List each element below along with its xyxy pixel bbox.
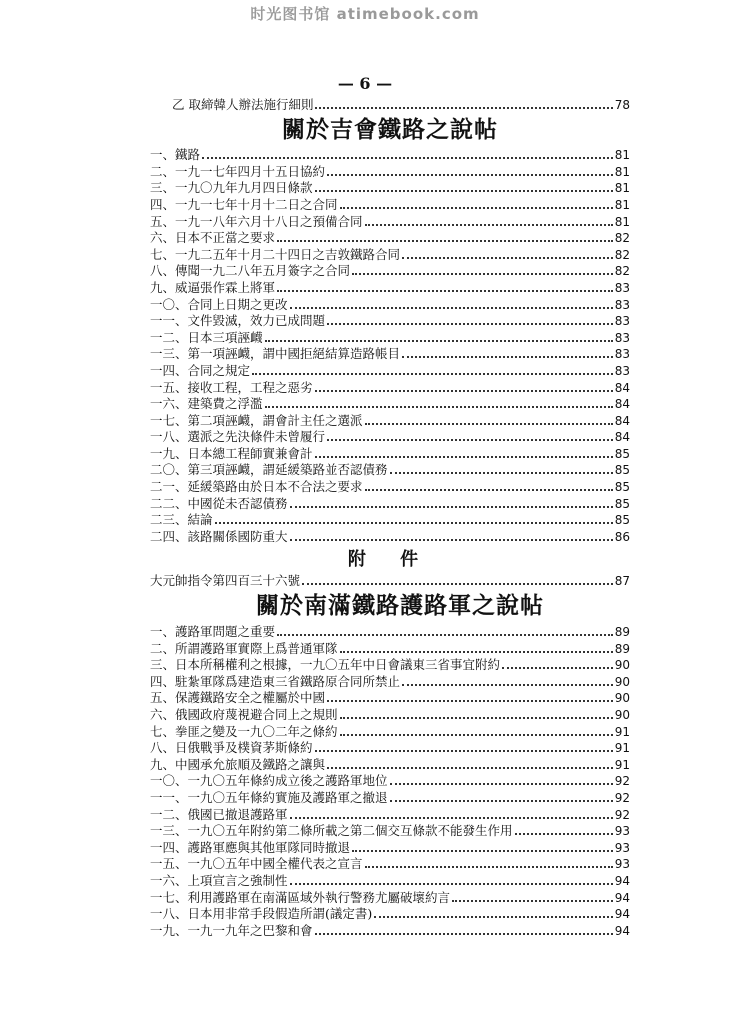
- dot-leader: [290, 817, 613, 819]
- dot-leader: [277, 634, 613, 636]
- toc-entry: [150, 163, 630, 180]
- toc-entry: [150, 412, 630, 429]
- toc-entry-page: 89: [614, 641, 630, 656]
- toc-entry-label: 一一、文件毀滅，效力已成問題: [150, 313, 326, 329]
- toc-entry-label: 一五、接收工程，工程之惡劣: [150, 379, 313, 395]
- dot-leader: [365, 423, 613, 425]
- dot-leader: [402, 257, 613, 259]
- toc-entry: [150, 823, 630, 840]
- toc-entry-label: 四、一九一七年十月十二日之合同: [150, 196, 338, 212]
- dot-leader: [315, 933, 613, 935]
- toc-entry-label: 一七、利用護路軍在南滿區域外執行警務尤屬破壞約言: [150, 889, 451, 905]
- dot-leader: [290, 506, 613, 508]
- toc-entry-page: 91: [614, 724, 630, 739]
- toc-entry: [150, 806, 630, 823]
- dot-leader: [277, 290, 613, 292]
- toc-entry: [150, 856, 630, 873]
- dot-leader: [265, 340, 613, 342]
- toc-entry: [150, 740, 630, 757]
- toc-entry-label: 一三、一九〇五年附約第二條所載之第二個交互條款不能發生作用: [150, 823, 513, 839]
- toc-entry-page: 81: [614, 181, 630, 196]
- dot-leader: [340, 207, 613, 209]
- toc-entry-page: 85: [614, 480, 630, 495]
- toc-entry-label: 一、鐵路: [150, 147, 201, 163]
- toc-entry-label: 二二、中國從未否認債務: [150, 495, 288, 511]
- toc-entry-page: 82: [614, 247, 630, 262]
- toc-entry: [150, 906, 630, 923]
- appendix-title: 附 件: [347, 548, 433, 570]
- toc-entry: [150, 922, 630, 939]
- toc-entry: [150, 213, 630, 230]
- toc-entry-label: 二一、延緩築路由於日本不合法之要求: [150, 479, 363, 495]
- toc-entry: [150, 623, 630, 640]
- toc-entry-label: 二〇、第三項誣衊，謂延緩築路並否認債務: [150, 462, 388, 478]
- toc-entry-label: 一四、合同之規定: [150, 362, 251, 378]
- toc-entry-label: 六、日本不正當之要求: [150, 230, 276, 246]
- toc-entry: [150, 573, 630, 590]
- toc-entry-page: 91: [614, 741, 630, 756]
- toc-entry-page: 82: [614, 264, 630, 279]
- toc-entry: [150, 445, 630, 462]
- toc-entry-page: 92: [614, 774, 630, 789]
- dot-leader: [315, 107, 612, 109]
- toc-entry: [150, 528, 630, 545]
- toc-entry-page: 93: [614, 840, 630, 855]
- toc-entry-label: 大元帥指令第四百三十六號: [150, 573, 301, 589]
- toc-entry-label: 一五、一九〇五年中國全權代表之宣言: [150, 856, 363, 872]
- toc-entry: [150, 329, 630, 346]
- toc-entry-label: 一四、護路軍應與其他軍隊同時撤退: [150, 839, 351, 855]
- toc-entry-page: 81: [614, 197, 630, 212]
- toc-entry: [150, 756, 630, 773]
- dot-leader: [327, 323, 613, 325]
- table-of-contents: [150, 96, 630, 939]
- toc-entry-label: 一一、一九〇五年條約實施及護路軍之撤退: [150, 789, 388, 805]
- toc-entry-label: 七、拳匪之變及一九〇二年之條約: [150, 723, 338, 739]
- toc-entry-page: 90: [614, 708, 630, 722]
- toc-entry-page: 83: [614, 280, 630, 295]
- toc-entry: [150, 462, 630, 479]
- toc-entry-label: 一七、第二項誣衊，謂會計主任之選派: [150, 412, 363, 428]
- toc-entry: [150, 263, 630, 280]
- toc-entry: [150, 673, 630, 690]
- toc-entry-label: 八、傳聞一九二八年五月簽字之合同: [150, 263, 351, 279]
- site-watermark: 时光图书馆 atimebook.com: [250, 5, 480, 23]
- toc-entry-page: 85: [614, 446, 630, 461]
- page-number: — 6 —: [337, 74, 393, 93]
- toc-entry-label: 一八、選派之先決條件未曾履行: [150, 429, 326, 445]
- toc-entry-page: 81: [614, 148, 630, 163]
- dot-leader: [315, 456, 613, 458]
- toc-entry-page: 85: [614, 496, 630, 511]
- toc-entry: [150, 773, 630, 790]
- toc-entry-page: 83: [614, 363, 630, 378]
- toc-entry-page: 84: [614, 413, 630, 428]
- toc-entry: [150, 690, 630, 707]
- toc-entry-label: 一〇、合同上日期之更改: [150, 296, 288, 312]
- toc-entry-label: 五、保護鐵路安全之權屬於中國: [150, 690, 326, 706]
- dot-leader: [452, 900, 613, 902]
- toc-entry-page: 85: [614, 513, 630, 528]
- toc-entry-page: 85: [614, 463, 630, 478]
- appendix-list: [150, 573, 630, 590]
- dot-leader: [402, 356, 613, 358]
- toc-entry: [150, 147, 630, 164]
- toc-entry: [150, 872, 630, 889]
- toc-entry: [150, 839, 630, 856]
- toc-entry-label: 一九、日本總工程師實兼會計: [150, 445, 313, 461]
- toc-entry-label: 二三、結論: [150, 512, 213, 528]
- toc-entry: [150, 495, 630, 512]
- toc-entry-page: 81: [614, 214, 630, 229]
- dot-leader: [290, 307, 613, 309]
- dot-leader: [352, 273, 613, 275]
- dot-leader: [365, 489, 613, 491]
- section-title-jihui-railway: 關於吉會鐵路之說帖: [282, 115, 498, 143]
- toc-entry-label: 一三、第一項誣衊，謂中國拒絕結算造路帳目: [150, 346, 401, 362]
- dot-leader: [290, 539, 613, 541]
- toc-entry-label: 一九、一九一九年之巴黎和會: [150, 922, 313, 938]
- toc-entry-page: 90: [614, 691, 630, 706]
- toc-entry: [150, 723, 630, 740]
- dot-leader: [327, 700, 613, 702]
- toc-entry-label: 一、護路軍問題之重要: [150, 624, 276, 640]
- dot-leader: [374, 916, 612, 918]
- toc-entry: [150, 246, 630, 263]
- dot-leader: [365, 866, 613, 868]
- dot-leader: [515, 833, 613, 835]
- toc-entry: [150, 279, 630, 296]
- toc-entry-page: 90: [614, 658, 630, 673]
- toc-entry-page: 90: [614, 674, 630, 689]
- toc-entry: [150, 296, 630, 313]
- toc-entry-label: 三、一九〇九年九月四日條款: [150, 180, 313, 196]
- toc-entry-label: 九、中國承允旅順及鐵路之讓與: [150, 756, 326, 772]
- toc-entry-label: 二四、該路關係國防重大: [150, 528, 288, 544]
- toc-entry-label: 三、日本所稱權利之根據，一九〇五年中日會議東三省事宜附約: [150, 657, 501, 673]
- dot-leader: [327, 767, 613, 769]
- dot-leader: [252, 373, 613, 375]
- toc-entry-page: 93: [614, 824, 630, 839]
- dot-leader: [277, 240, 613, 242]
- toc-entry-label: 乙 取締韓人辦法施行細則: [172, 96, 314, 112]
- toc-entry: [150, 889, 630, 906]
- section-title-south-manchuria-guards: 關於南滿鐵路護路軍之說帖: [256, 592, 544, 620]
- toc-entry-page: 83: [614, 314, 630, 329]
- toc-entry: [150, 640, 630, 657]
- dot-leader: [315, 190, 613, 192]
- dot-leader: [290, 883, 613, 885]
- toc-entry-page: 91: [614, 757, 630, 772]
- toc-entry-label: 一六、上項宣言之強制性: [150, 872, 288, 888]
- dot-leader: [340, 734, 613, 736]
- dot-leader: [327, 174, 613, 176]
- toc-entry-page: 93: [614, 857, 630, 872]
- dot-leader: [502, 667, 613, 669]
- toc-entry-label: 二、所謂護路軍實際上爲普通軍隊: [150, 640, 338, 656]
- toc-entry-page: 92: [614, 790, 630, 805]
- dot-leader: [202, 157, 613, 159]
- toc-entry-page: 89: [614, 625, 630, 640]
- dot-leader: [302, 583, 613, 585]
- toc-entry: [150, 657, 630, 674]
- toc-entry-label: 一六、建築費之浮濫: [150, 396, 263, 412]
- toc-entry-page: 82: [614, 231, 630, 246]
- toc-entry-label: 五、一九一八年六月十八日之預備合同: [150, 213, 363, 229]
- toc-entry-label: 六、俄國政府蔑視避合同上之規則: [150, 707, 338, 722]
- toc-entry-page: 94: [614, 890, 630, 905]
- dot-leader: [402, 684, 613, 686]
- toc-entry-first: [150, 96, 630, 113]
- dot-leader: [352, 850, 613, 852]
- toc-entry-page: 94: [614, 923, 630, 938]
- toc-entry-label: 九、威逼張作霖上將軍: [150, 279, 276, 295]
- dot-leader: [265, 406, 613, 408]
- toc-entry: [150, 346, 630, 363]
- dot-leader: [315, 390, 613, 392]
- section1-list: [150, 147, 630, 545]
- toc-entry-page: 83: [614, 330, 630, 345]
- toc-entry: [150, 230, 630, 247]
- dot-leader: [390, 800, 613, 802]
- section2-list: [150, 623, 630, 938]
- toc-entry: [150, 478, 630, 495]
- dot-leader: [327, 439, 613, 441]
- toc-entry-page: 86: [614, 529, 630, 544]
- toc-entry-page: 84: [614, 397, 630, 412]
- toc-entry-label: 一〇、一九〇五年條約成立後之護路軍地位: [150, 773, 388, 789]
- toc-entry: [150, 429, 630, 446]
- toc-entry-page: 78: [614, 97, 630, 112]
- toc-entry: [150, 379, 630, 396]
- toc-entry: [150, 396, 630, 413]
- dot-leader: [390, 472, 613, 474]
- toc-entry-label: 一八、日本用非常手段假造所謂(議定書): [150, 906, 373, 922]
- dot-leader: [365, 224, 613, 226]
- toc-entry-label: 一二、日本三項誣衊: [150, 329, 263, 345]
- dot-leader: [315, 750, 613, 752]
- toc-entry-label: 七、一九二五年十月二十四日之吉敦鐵路合同: [150, 246, 401, 262]
- toc-entry-page: 94: [614, 907, 630, 922]
- toc-entry-page: 84: [614, 380, 630, 395]
- dot-leader: [215, 522, 613, 524]
- toc-entry: [150, 196, 630, 213]
- toc-entry-page: 81: [614, 164, 630, 179]
- toc-entry-page: 92: [614, 807, 630, 822]
- dot-leader: [390, 783, 613, 785]
- toc-entry: [150, 789, 630, 806]
- toc-entry-page: 94: [614, 873, 630, 888]
- toc-entry: [150, 362, 630, 379]
- toc-entry-label: 一二、俄國已撤退護路軍: [150, 806, 288, 822]
- toc-entry-label: 二、一九一七年四月十五日協約: [150, 163, 326, 179]
- dot-leader: [340, 717, 613, 719]
- toc-entry-label: 八、日俄戰爭及樸資茅斯條約: [150, 740, 313, 756]
- toc-entry: [150, 313, 630, 330]
- dot-leader: [340, 651, 613, 653]
- toc-entry-page: 83: [614, 347, 630, 362]
- toc-entry-page: 84: [614, 430, 630, 445]
- toc-entry: [150, 512, 630, 529]
- toc-entry-label: 四、駐紮軍隊爲建造東三省鐵路原合同所禁止: [150, 673, 401, 689]
- toc-entry: [150, 706, 630, 723]
- toc-entry-page: 87: [614, 574, 630, 589]
- toc-entry-page: 83: [614, 297, 630, 312]
- toc-entry: [150, 180, 630, 197]
